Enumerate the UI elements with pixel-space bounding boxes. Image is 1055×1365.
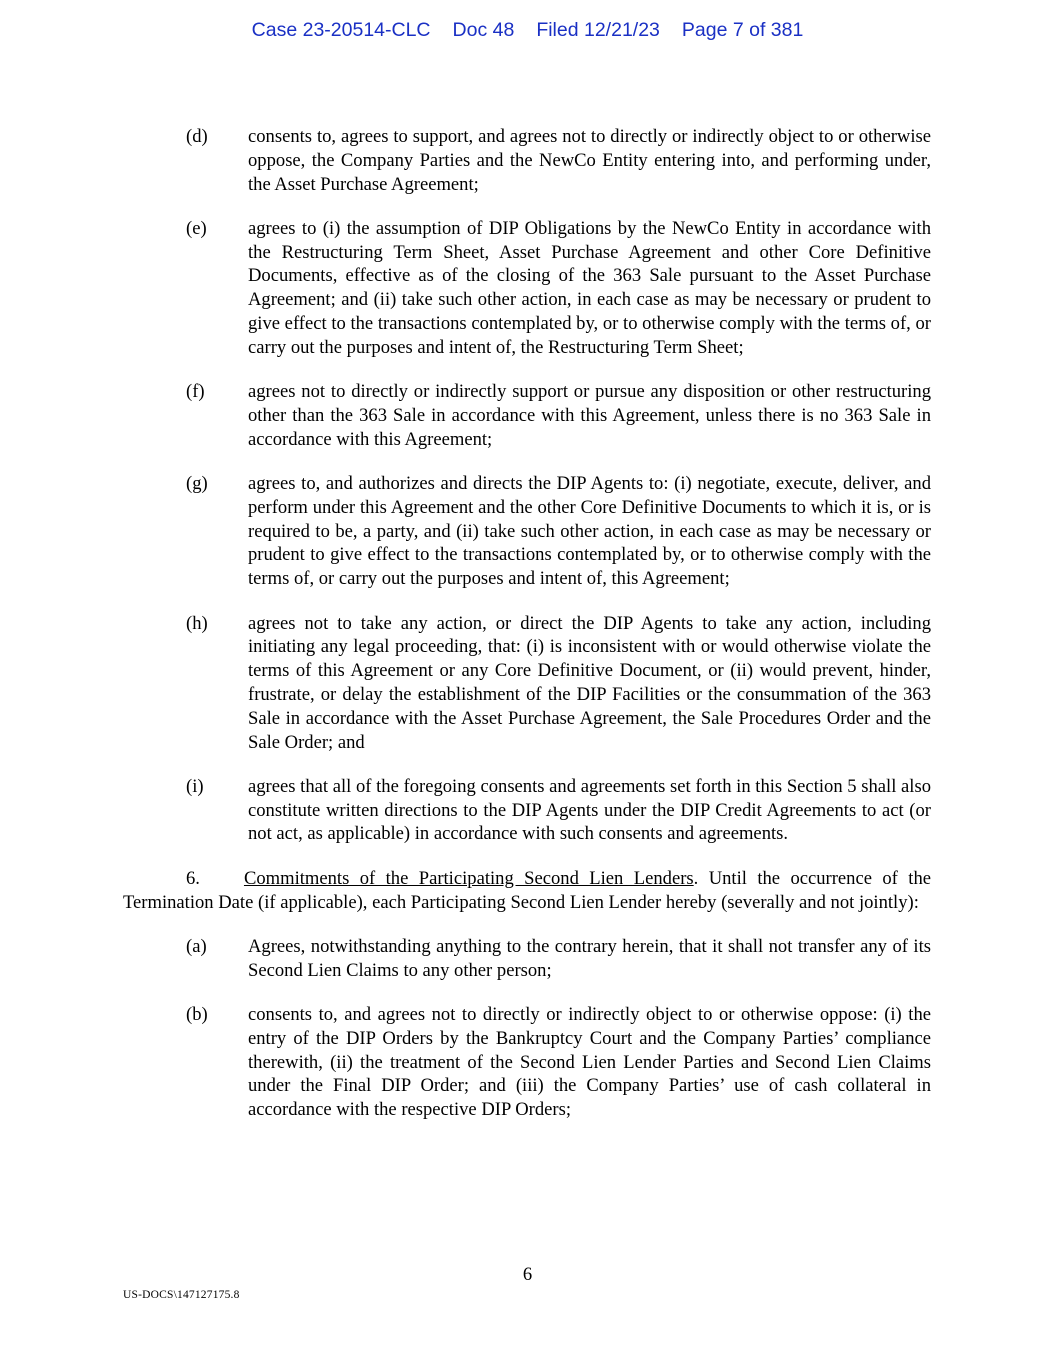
list-item-text: agrees that all of the foregoing consents and agreements set forth in this Section 5 shall also constitute written directions to the DIP Agents under the DIP Credit Agreements to act (or not act, as applicable) in accordance with such consents and agreements. <box>248 775 931 845</box>
list-item-marker: (a) <box>186 935 207 957</box>
court-filing-header <box>0 19 1055 42</box>
section-title: Commitments of the Participating Second Lien Lenders <box>243 867 694 889</box>
list-item-marker: (d) <box>186 126 208 147</box>
section-number: 6. <box>186 867 200 889</box>
list-item-marker: (f) <box>186 381 205 403</box>
list-item-text: consents to, and agrees not to directly or indirectly object to or otherwise oppose: (i) the entry of the DIP Orders by the Bankruptcy Court and the Company Parties’ compliance therewith, (ii) the treatment of the Second Lien Lender Parties and Second Lien Claims under the Final DIP Order; and (iii) the Company Parties’ use of cash collateral in accordance with the respective DIP Orders; <box>248 1003 931 1121</box>
list-item-text: consents to, agrees to support, and agrees not to directly or indirectly object to or otherwise oppose, the Company Parties and the NewCo Entity entering into, and performing under, the Asset Purchase Agreement; <box>248 126 931 195</box>
list-item-text: agrees to, and authorizes and directs the DIP Agents to: (i) negotiate, execute, deliver, and perform under this Agreement and the other Core Definitive Documents to which it is, or is required to be, a party, and (ii) take such other action, in each case as may be necessary or prudent to give effect to the transactions contemplated by, or to otherwise comply with the terms of, or carry out the purposes and intent of, this Agreement; <box>248 473 931 590</box>
document-body <box>123 125 931 1142</box>
list-item-marker: (h) <box>186 612 208 634</box>
list-item-text: Agrees, notwithstanding anything to the contrary herein, that it shall not transfer any of its Second Lien Claims to any other person; <box>248 935 931 981</box>
list-item-marker: (b) <box>186 1003 208 1025</box>
list-item-marker: (g) <box>186 473 208 495</box>
page-number: 6 <box>522 1264 533 1285</box>
list-item-text: agrees to (i) the assumption of DIP Obligations by the NewCo Entity in accordance with the Restructuring Term Sheet, Asset Purchase Agreement and other Core Definitive Documents, effective as of the closing of the 363 Sale pursuant to the Asset Purchase Agreement; and (ii) take such other action, in each case as may be necessary or prudent to give effect to the transactions contemplated by, or to otherwise comply with the terms of, or carry out the purposes and intent of, the Restructuring Term Sheet; <box>248 217 931 358</box>
list-item-text: agrees not to directly or indirectly support or pursue any disposition or other restructuring other than the 363 Sale in accordance with this Agreement, unless there is no 363 Sale in accordance with this Agreement; <box>248 381 931 450</box>
list-item <box>123 935 931 983</box>
list-item <box>123 217 931 360</box>
list-item <box>123 472 931 591</box>
list-item <box>123 612 931 755</box>
doc-number: Doc 48 <box>452 19 515 41</box>
list-item-marker: (i) <box>186 775 204 797</box>
section-6-paragraph <box>123 867 931 915</box>
list-item-text: agrees not to take any action, or direct the DIP Agents to take any action, including initiating any legal proceeding, that: (i) is inconsistent with or would otherwise violate the terms of this Agreement or any Core Definitive Document, or (ii) would prevent, hinder, frustrate, or delay the establishment of the DIP Facilities or the consummation of the 363 Sale in accordance with the Asset Purchase Agreement, the Sale Procedures Order and the Sale Order; and <box>248 612 931 753</box>
case-number: Case 23-20514-CLC <box>251 19 431 41</box>
list-item <box>123 380 931 451</box>
filed-date: Filed 12/21/23 <box>536 19 660 41</box>
list-item <box>123 1003 931 1122</box>
document-id: US-DOCS\147127175.8 <box>123 1289 240 1301</box>
page-count: Page 7 of 381 <box>681 19 804 41</box>
list-item-marker: (e) <box>186 217 207 239</box>
list-item <box>123 125 931 196</box>
section-body: . Until the occurrence of the Termination Date (if applicable), each Participating Second Lien Lender hereby (severally and not jointly): <box>123 867 931 913</box>
list-item <box>123 775 931 846</box>
